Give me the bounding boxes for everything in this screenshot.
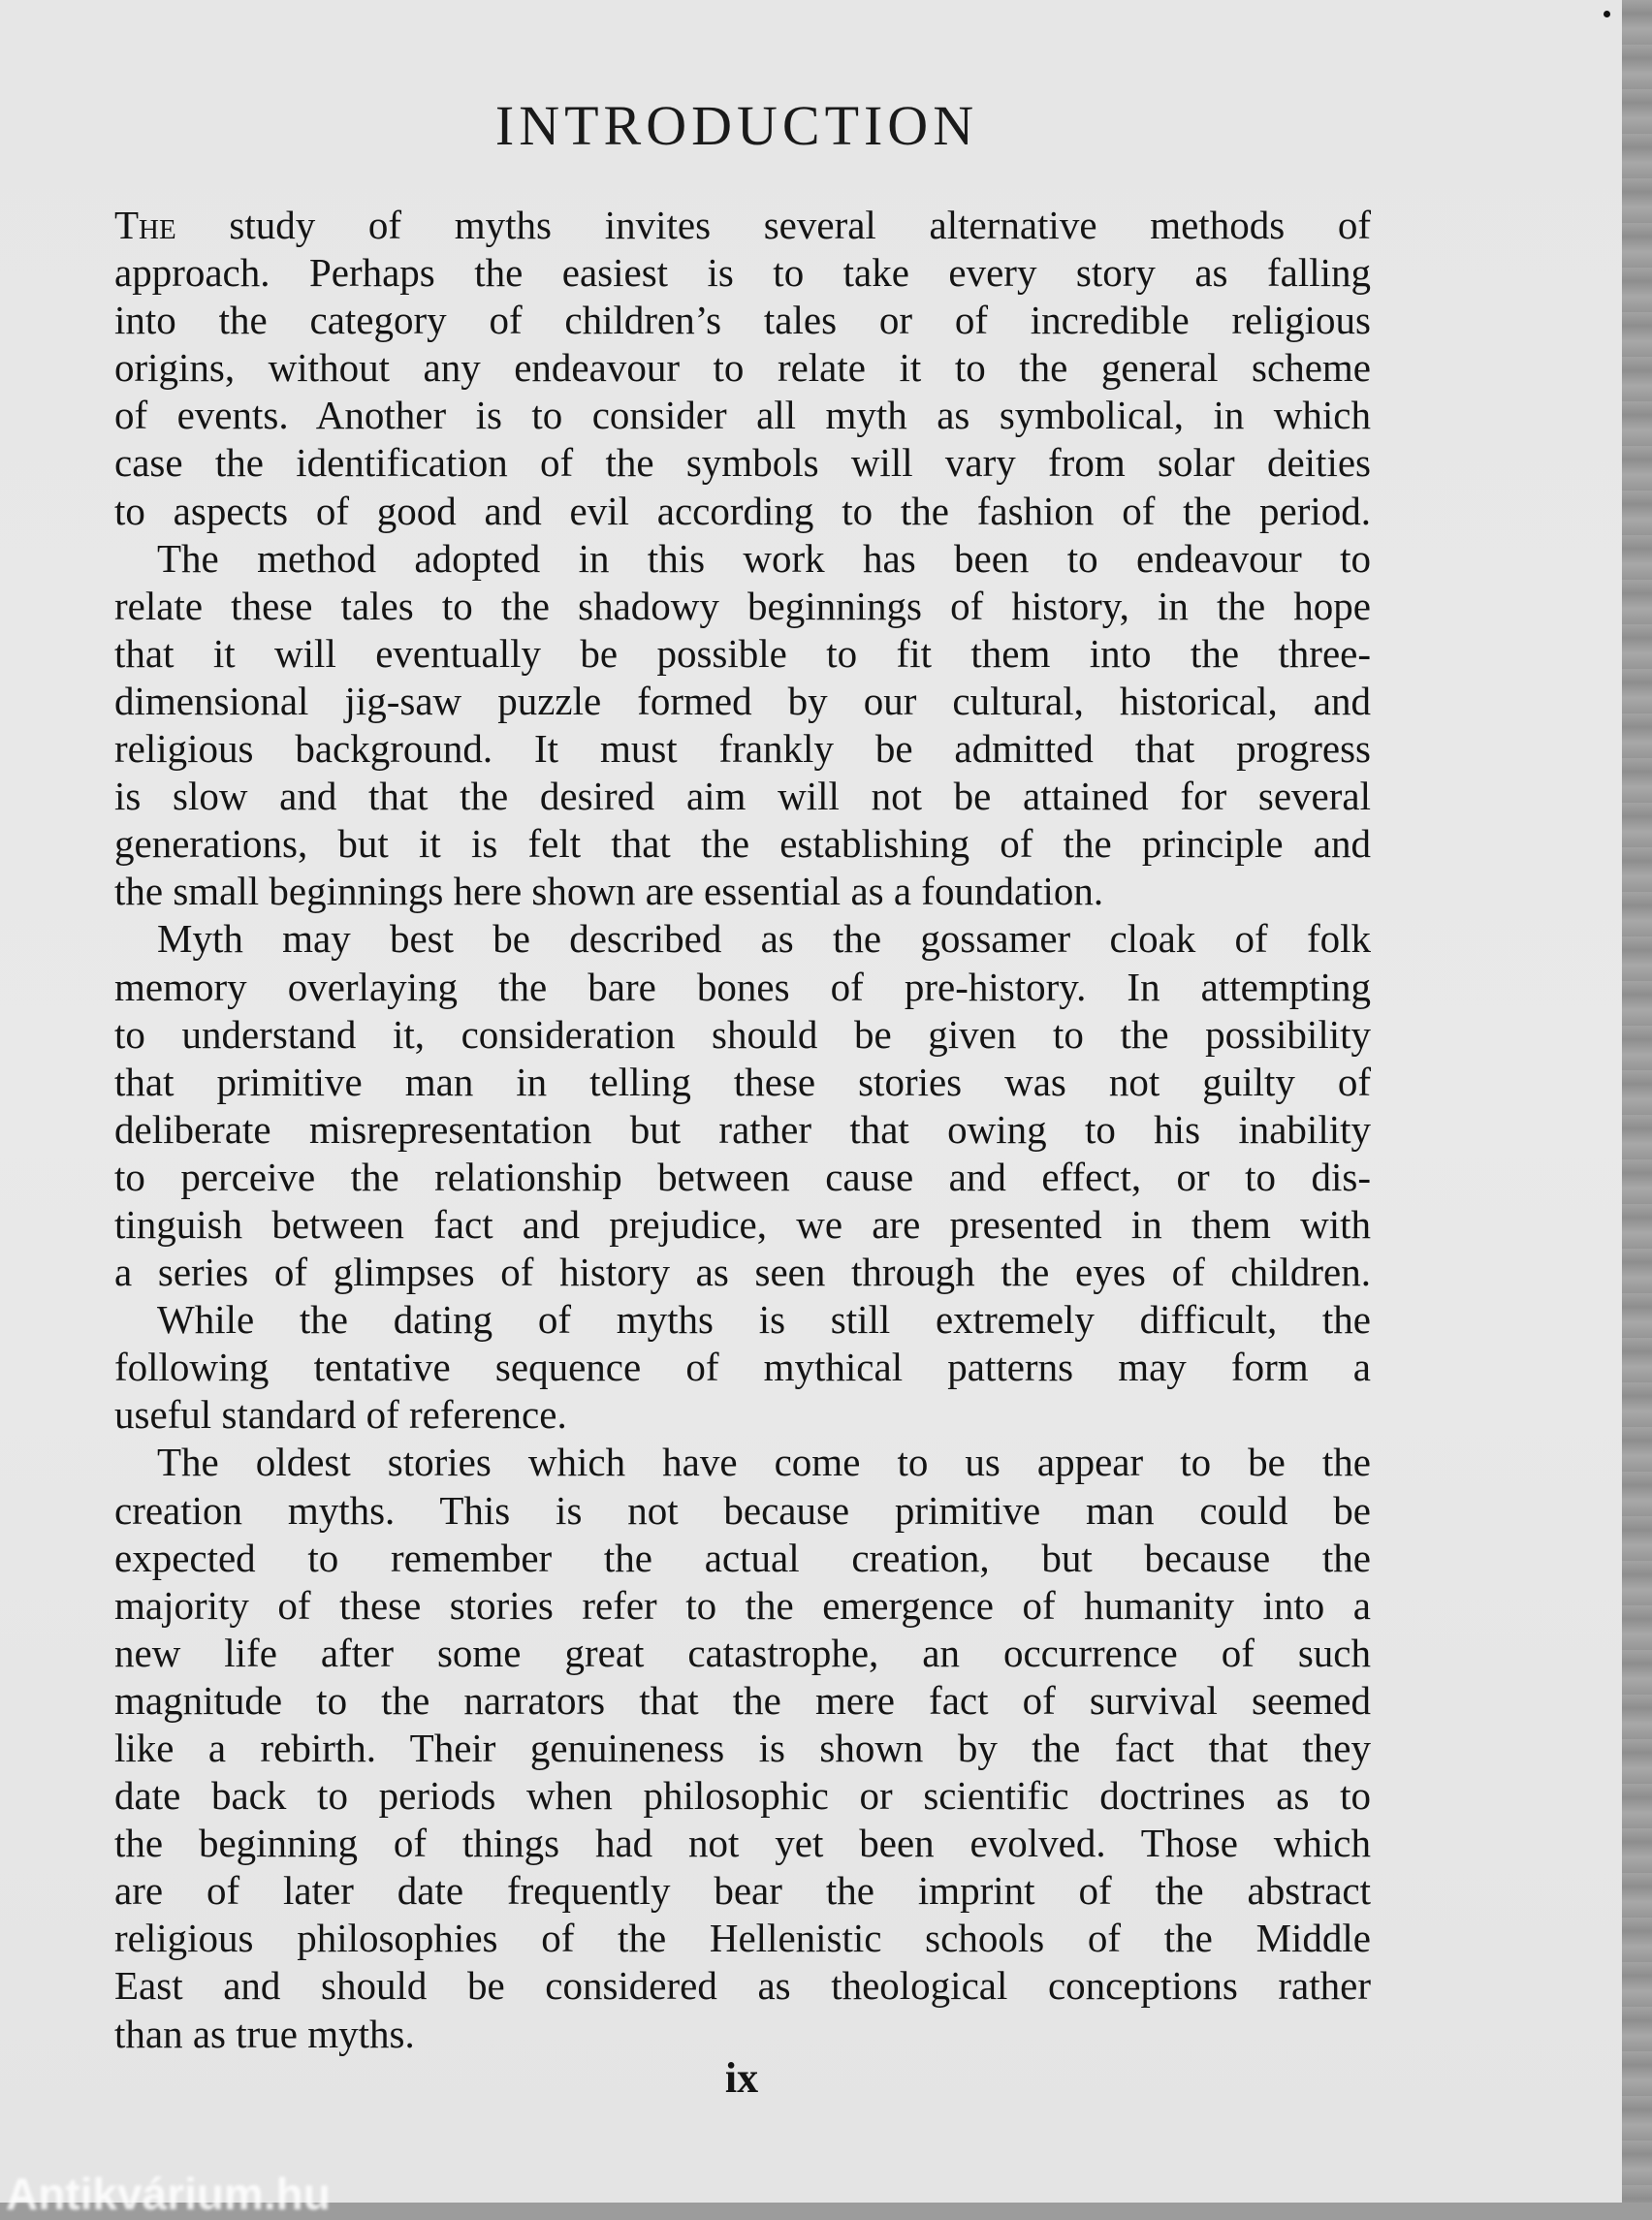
text-line: is slow and that the desired aim will not be attained for several <box>114 774 1371 819</box>
text-line: While the dating of myths is still extremely difficult, the <box>157 1297 1371 1343</box>
text-line: approach. Perhaps the easiest is to take every story as falling <box>114 250 1371 296</box>
text-line: religious philosophies of the Hellenistic schools of the Middle <box>114 1916 1371 1961</box>
text-line: deliberate misrepresentation but rather that owing to his inability <box>114 1106 1371 1152</box>
text-line: generations, but it is felt that the establishing of the principle and <box>114 821 1371 867</box>
text-line-fragment: study of myths invites several alternative methods of <box>175 203 1371 247</box>
text-line: to perceive the relationship between cause and effect, or to dis- <box>114 1154 1371 1199</box>
text-line: expected to remember the actual creation, but because the <box>114 1535 1371 1580</box>
text-line: that primitive man in telling these stories was not guilty of <box>114 1059 1371 1104</box>
text-line: origins, without any endeavour to relate it to the general scheme <box>114 345 1371 391</box>
body-text <box>114 202 1371 2058</box>
text-line: religious background. It must frankly be admitted that progress <box>114 726 1371 772</box>
paragraph-1 <box>114 202 1371 535</box>
text-line: new life after some great catastrophe, an occurrence of such <box>114 1630 1371 1675</box>
text-line: dimensional jig-saw puzzle formed by our cultural, historical, and <box>114 678 1371 723</box>
text-line: Myth may best be described as the gossamer cloak of folk <box>157 916 1371 962</box>
text-line <box>114 202 1371 249</box>
text-line: of events. Another is to consider all myth as symbolical, in which <box>114 393 1371 438</box>
text-line: memory overlaying the bare bones of pre-history. In attempting <box>114 964 1371 1009</box>
paragraph-4 <box>114 1296 1371 1439</box>
page-number: ix <box>724 2054 759 2102</box>
paragraph-3 <box>114 915 1371 1296</box>
text-line: relate these tales to the shadowy beginnings of history, in the hope <box>114 583 1371 628</box>
text-line: to understand it, consideration should be given to the possibility <box>114 1011 1371 1057</box>
text-line: than as true myths. <box>114 2011 415 2056</box>
watermark: Antikvárium.hu <box>6 2169 331 2219</box>
text-line: like a rebirth. Their genuineness is shown by the fact that they <box>114 1726 1371 1770</box>
chapter-title: INTRODUCTION <box>494 94 979 157</box>
text-line: tinguish between fact and prejudice, we are presented in them with <box>114 1201 1371 1247</box>
text-line: into the category of children’s tales or of incredible religious <box>114 298 1371 343</box>
text-line: East and should be considered as theological conceptions rather <box>114 1963 1371 2009</box>
text-line: creation myths. This is not because primitive man could be <box>114 1487 1371 1533</box>
opening-smallcaps-word: The <box>114 203 176 247</box>
text-line: The oldest stories which have come to us appear to be the <box>157 1440 1371 1485</box>
paragraph-5 <box>114 1439 1371 2057</box>
paragraph-2 <box>114 535 1371 916</box>
text-line: The method adopted in this work has been to endeavour to <box>157 535 1371 581</box>
text-line: to aspects of good and evil according to the fashion of the period. <box>114 488 1371 533</box>
text-line: the beginning of things had not yet been evolved. Those which <box>114 1821 1371 1866</box>
text-line: the small beginnings here shown are essential as a foundation. <box>114 869 1104 914</box>
text-line: majority of these stories refer to the emergence of humanity into a <box>114 1582 1371 1628</box>
text-line: are of later date frequently bear the imprint of the abstract <box>114 1868 1371 1914</box>
text-line: that it will eventually be possible to fit them into the three- <box>114 630 1371 676</box>
text-line: following tentative sequence of mythical patterns may form a <box>114 1345 1371 1390</box>
text-line: case the identification of the symbols will vary from solar deities <box>114 440 1371 486</box>
ink-speck <box>1604 11 1610 17</box>
text-line: magnitude to the narrators that the mere fact of survival seemed <box>114 1677 1371 1723</box>
text-line: useful standard of reference. <box>114 1392 567 1438</box>
text-line: a series of glimpses of history as seen through the eyes of children. <box>114 1250 1371 1295</box>
adjacent-page-edge <box>1622 0 1652 2203</box>
text-line: date back to periods when philosophic or scientific doctrines as to <box>114 1773 1371 1819</box>
